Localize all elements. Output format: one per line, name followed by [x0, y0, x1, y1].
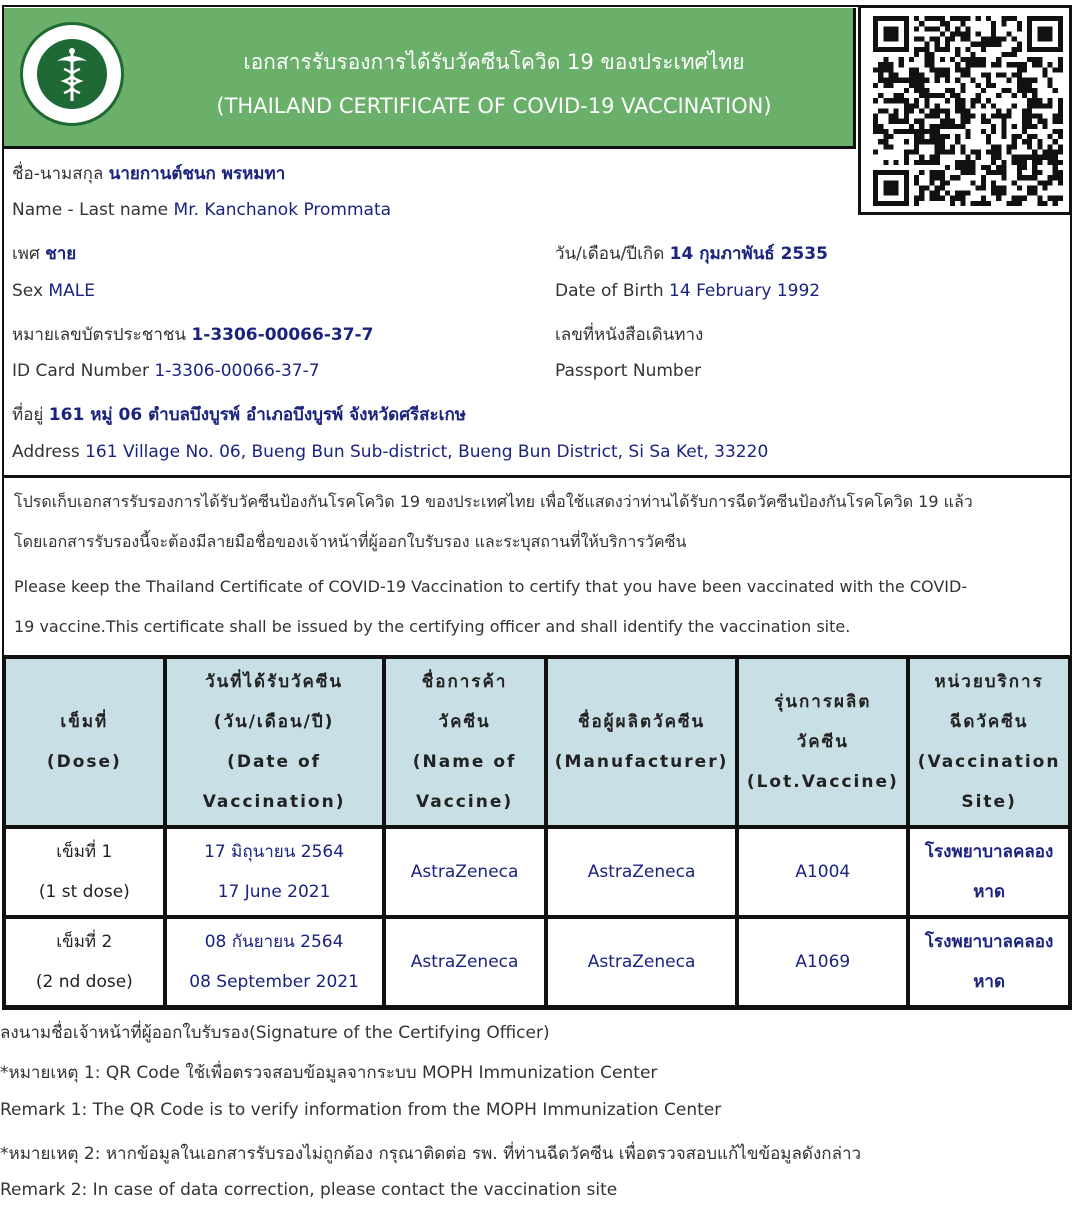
header-site: หน่วยบริการ ฉีดวัคซีน (Vaccination Site)	[908, 657, 1070, 827]
remark-2-english: Remark 2: In case of data correction, please contact the vaccination site	[0, 1180, 618, 1200]
sex-thai-row	[12, 240, 76, 267]
remark-1-thai: *หมายเหตุ 1: QR Code ใช้เพื่อตรวจสอบข้อมูลจากระบบ MOPH Immunization Center	[0, 1063, 658, 1083]
id-english-value: 1-3306-00066-37-7	[154, 361, 320, 381]
sex-thai-label: เพศ	[12, 244, 40, 264]
header-vaccine-name: ชื่อการค้า วัคซีน (Name of Vaccine)	[384, 657, 546, 827]
id-english-label: ID Card Number	[12, 361, 149, 381]
dob-english-label: Date of Birth	[555, 281, 664, 301]
section-divider	[2, 475, 1072, 478]
id-thai-value: 1-3306-00066-37-7	[191, 325, 374, 345]
title-english: (THAILAND CERTIFICATE OF COVID-19 VACCINATION)	[216, 94, 772, 118]
notice-thai-line-2: โดยเอกสารรับรองนี้จะต้องมีลายมือชื่อของเจ้าหน้าที่ผู้ออกใบรับรอง และระบุสถานที่ให้บริการวัคซีน	[14, 532, 687, 551]
date-cell: 17 มิถุนายน 2564 17 June 2021	[165, 827, 384, 917]
passport-english-label: Passport Number	[555, 361, 702, 381]
table-row	[4, 827, 1070, 917]
dob-thai-row	[555, 240, 828, 267]
header-dose: เข็มที่ (Dose)	[4, 657, 165, 827]
dob-thai-label: วัน/เดือน/ปีเกิด	[555, 244, 665, 264]
table-header-row	[4, 657, 1070, 827]
header-manufacturer: ชื่อผู้ผลิตวัคซีน (Manufacturer)	[546, 657, 738, 827]
notice-english-line-1: Please keep the Thailand Certificate of COVID-19 Vaccination to certify that you have been vaccinated with the COVID-	[14, 577, 968, 596]
remark-2-thai: *หมายเหตุ 2: หากข้อมูลในเอกสารรับรองไม่ถูกต้อง กรุณาติดต่อ รพ. ที่ท่านฉีดวัคซีน เพื่อตรวจสอบแก้ไขข้อมูลดังกล่าว	[0, 1144, 862, 1164]
id-thai-label: หมายเลขบัตรประชาชน	[12, 325, 187, 345]
dob-english-value: 14 February 1992	[669, 281, 821, 301]
id-english-row	[12, 361, 320, 381]
name-thai-label: ชื่อ-นามสกุล	[12, 164, 104, 184]
dob-thai-value: 14 กุมภาพันธ์ 2535	[669, 244, 828, 264]
address-english-value: 161 Village No. 06, Bueng Bun Sub-district, Bueng Bun District, Si Sa Ket, 33220	[85, 442, 769, 462]
address-thai-row	[12, 401, 466, 428]
sex-english-row	[12, 281, 95, 301]
header-lot: รุ่นการผลิต วัคซีน (Lot.Vaccine)	[737, 657, 908, 827]
manufacturer-cell: AstraZeneca	[546, 917, 738, 1007]
ministry-logo	[20, 22, 124, 126]
sex-thai-value: ชาย	[45, 244, 77, 264]
manufacturer-cell: AstraZeneca	[546, 827, 738, 917]
passport-thai-label: เลขที่หนังสือเดินทาง	[555, 325, 704, 345]
name-thai-value: นายกานต์ชนก พรหมทา	[108, 164, 286, 184]
name-thai-row	[12, 160, 285, 187]
vaccine-cell: AstraZeneca	[384, 827, 546, 917]
dose-cell: เข็มที่ 2 (2 nd dose)	[4, 917, 165, 1007]
address-thai-label: ที่อยู่	[12, 405, 44, 425]
vaccine-cell: AstraZeneca	[384, 917, 546, 1007]
qr-code	[858, 5, 1072, 215]
date-cell: 08 กันยายน 2564 08 September 2021	[165, 917, 384, 1007]
dob-english-row	[555, 281, 820, 301]
lot-cell: A1069	[737, 917, 908, 1007]
id-thai-row	[12, 321, 373, 348]
title-thai: เอกสารรับรองการได้รับวัคซีนโควิด 19 ของประเทศไทย	[243, 50, 745, 74]
remark-1-english: Remark 1: The QR Code is to verify information from the MOPH Immunization Center	[0, 1100, 722, 1120]
notice-thai-line-1: โปรดเก็บเอกสารรับรองการได้รับวัคซีนป้องกันโรคโควิด 19 ของประเทศไทย เพื่อใช้แสดงว่าท่านได้รับการฉีดวัคซีนป้องกันโรคโควิด 19 แล้ว	[14, 492, 973, 511]
address-english-row	[12, 442, 768, 462]
dose-cell: เข็มที่ 1 (1 st dose)	[4, 827, 165, 917]
caduceus-emblem-icon	[37, 39, 107, 109]
signature-line: ลงนามชื่อเจ้าหน้าที่ผู้ออกใบรับรอง(Signature of the Certifying Officer)	[0, 1023, 550, 1043]
table-row	[4, 917, 1070, 1007]
address-english-label: Address	[12, 442, 80, 462]
site-cell: โรงพยาบาลคลอง หาด	[908, 917, 1070, 1007]
certificate-header	[4, 8, 856, 149]
lot-cell: A1004	[737, 827, 908, 917]
name-english-value: Mr. Kanchanok Prommata	[173, 200, 392, 220]
vaccination-table	[2, 655, 1072, 1009]
name-english-label: Name - Last name	[12, 200, 169, 220]
qr-code-icon	[873, 16, 1063, 206]
site-cell: โรงพยาบาลคลอง หาด	[908, 827, 1070, 917]
notice-english-line-2: 19 vaccine.This certificate shall be issued by the certifying officer and shall identify the vaccination site.	[14, 617, 851, 636]
header-date: วันที่ได้รับวัคซีน (วัน/เดือน/ปี) (Date of Vaccination)	[165, 657, 384, 827]
name-english-row	[12, 200, 391, 220]
sex-english-value: MALE	[48, 281, 95, 301]
sex-english-label: Sex	[12, 281, 44, 301]
address-thai-value: 161 หมู่ 06 ตำบลบึงบูรพ์ อำเภอบึงบูรพ์ จังหวัดศรีสะเกษ	[48, 405, 466, 425]
